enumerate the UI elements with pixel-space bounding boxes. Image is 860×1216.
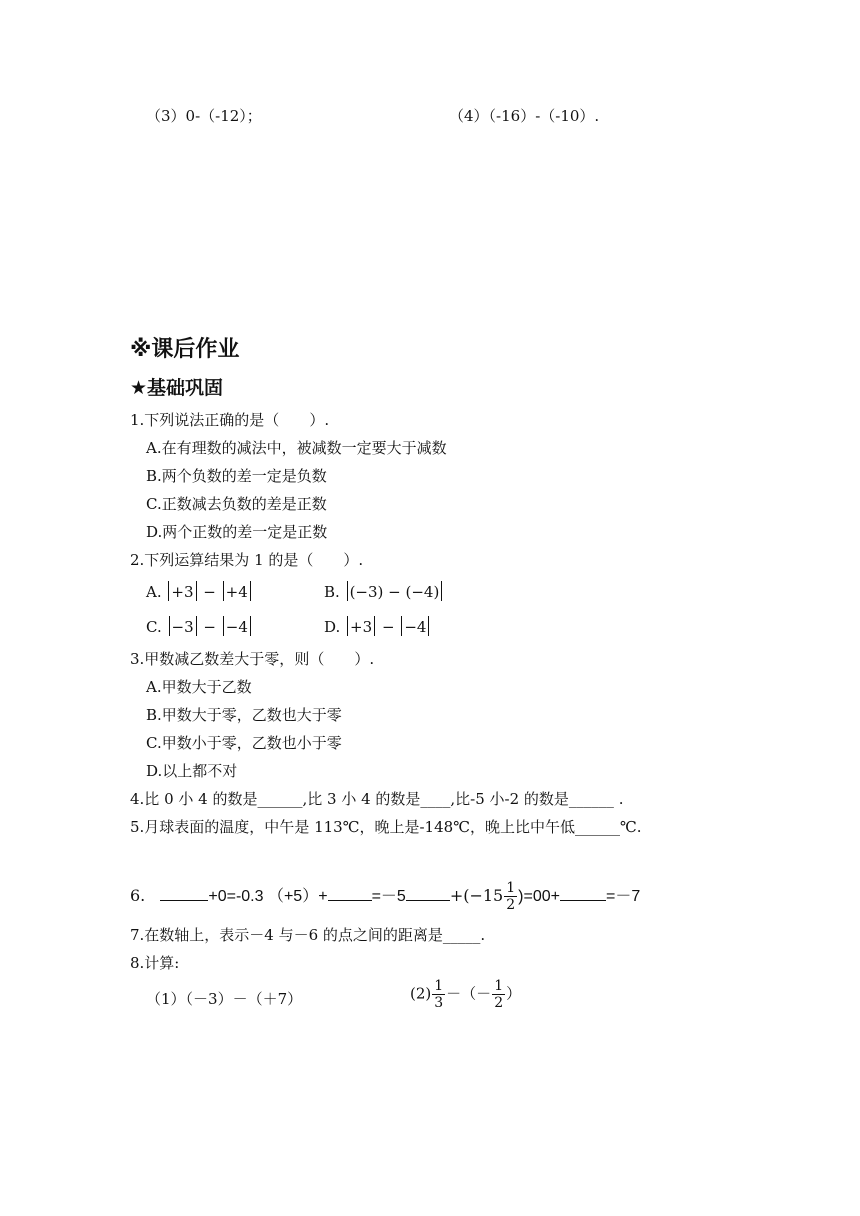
q6-fraction	[504, 880, 517, 913]
fraction-denominator: 3	[434, 995, 444, 1011]
q3-option-c: C.甲数小于零，乙数也小于零	[146, 734, 342, 752]
q5-text: 5.月球表面的温度，中午是 113℃，晚上是-148℃，晚上比中午低______℃.	[130, 818, 642, 836]
option-label: D.	[324, 618, 341, 636]
abs-operand: (−3) − (−4)	[349, 583, 440, 601]
option-label: B.	[324, 583, 340, 601]
fraction-denominator: 2	[494, 995, 504, 1011]
abs-operand: −3	[171, 618, 194, 636]
q7-text: 7.在数轴上，表示－4 与－6 的点之间的距离是_____.	[130, 926, 486, 944]
option-label: C.	[146, 618, 162, 636]
q6-part2: =－5	[371, 888, 406, 905]
abs-bar	[401, 616, 402, 636]
abs-bar	[196, 581, 197, 601]
abs-bar	[250, 616, 251, 636]
q2-option-b	[324, 581, 444, 602]
q6-line	[130, 880, 640, 913]
q6-part3: +(−15	[449, 886, 504, 905]
abs-bar	[374, 616, 375, 636]
q6-part5: =－7	[605, 888, 641, 905]
answer-blank	[160, 886, 208, 901]
abs-operand: −4	[404, 618, 427, 636]
q6-number: 6.	[130, 886, 146, 905]
abs-bar	[169, 616, 170, 636]
abs-bar	[223, 581, 224, 601]
abs-bar	[223, 616, 224, 636]
fraction-denominator: 2	[506, 897, 516, 913]
abs-bar	[196, 616, 197, 636]
q2-stem: 2.下列运算结果为 1 的是（ ）.	[130, 551, 364, 569]
q3-option-b: B.甲数大于零，乙数也大于零	[146, 706, 342, 724]
q8-sub2-end: ）	[506, 984, 522, 1003]
abs-operand: +4	[225, 583, 248, 601]
q8-sub2-mid: －（－	[446, 984, 492, 1003]
q4-text: 4.比 0 小 4 的数是______,比 3 小 4 的数是____,比-5 小-2 的数是______ .	[130, 790, 624, 808]
q2-option-d	[324, 616, 431, 637]
q1-option-c: C.正数减去负数的差是正数	[146, 495, 327, 513]
fraction-numerator: 1	[434, 978, 444, 994]
q2-option-a	[146, 581, 253, 602]
abs-bar	[428, 616, 429, 636]
q1-option-b: B.两个负数的差一定是负数	[146, 467, 327, 485]
minus-sign: −	[203, 618, 216, 636]
q3-stem: 3.甲数减乙数差大于零，则（ ）.	[130, 650, 375, 668]
fraction-numerator: 1	[494, 978, 504, 994]
minus-sign: −	[203, 583, 216, 601]
q8-sub2	[410, 978, 521, 1011]
abs-operand: +3	[350, 618, 373, 636]
abs-bar	[168, 581, 169, 601]
answer-blank	[406, 886, 450, 901]
abs-operand: −4	[225, 618, 248, 636]
section-subtitle: ★基础巩固	[130, 377, 224, 399]
q1-option-a: A.在有理数的减法中，被减数一定要大于减数	[146, 439, 447, 457]
problem-4-expression: （4）（-16）-（-10）.	[449, 107, 600, 125]
fraction-numerator: 1	[506, 880, 516, 896]
q1-option-d: D.两个正数的差一定是正数	[146, 523, 328, 541]
q8-sub2-label: (2)	[410, 984, 432, 1003]
abs-operand: +3	[171, 583, 194, 601]
q1-stem: 1.下列说法正确的是（ ）.	[130, 411, 330, 429]
option-label: A.	[146, 583, 162, 601]
abs-bar	[441, 581, 442, 601]
abs-bar	[250, 581, 251, 601]
answer-blank	[560, 886, 606, 901]
q2-option-c	[146, 616, 253, 637]
q6-part4: )=00+	[518, 888, 560, 905]
q6-part1: +0=-0.3 （+5）+	[208, 888, 328, 905]
q8-fraction-2	[492, 978, 505, 1011]
abs-bar	[347, 581, 348, 601]
section-title: ※课后作业	[130, 337, 240, 362]
q3-option-a: A.甲数大于乙数	[146, 678, 252, 696]
q8-stem: 8.计算:	[130, 954, 180, 972]
abs-bar	[347, 616, 348, 636]
minus-sign: −	[381, 618, 395, 636]
problem-3-expression: （3）0-（-12）；	[146, 107, 262, 125]
answer-blank	[328, 886, 372, 901]
q8-sub1: （1）（－3）－（＋7）	[146, 990, 303, 1008]
q8-fraction-1	[432, 978, 445, 1011]
q3-option-d: D.以上都不对	[146, 762, 238, 780]
